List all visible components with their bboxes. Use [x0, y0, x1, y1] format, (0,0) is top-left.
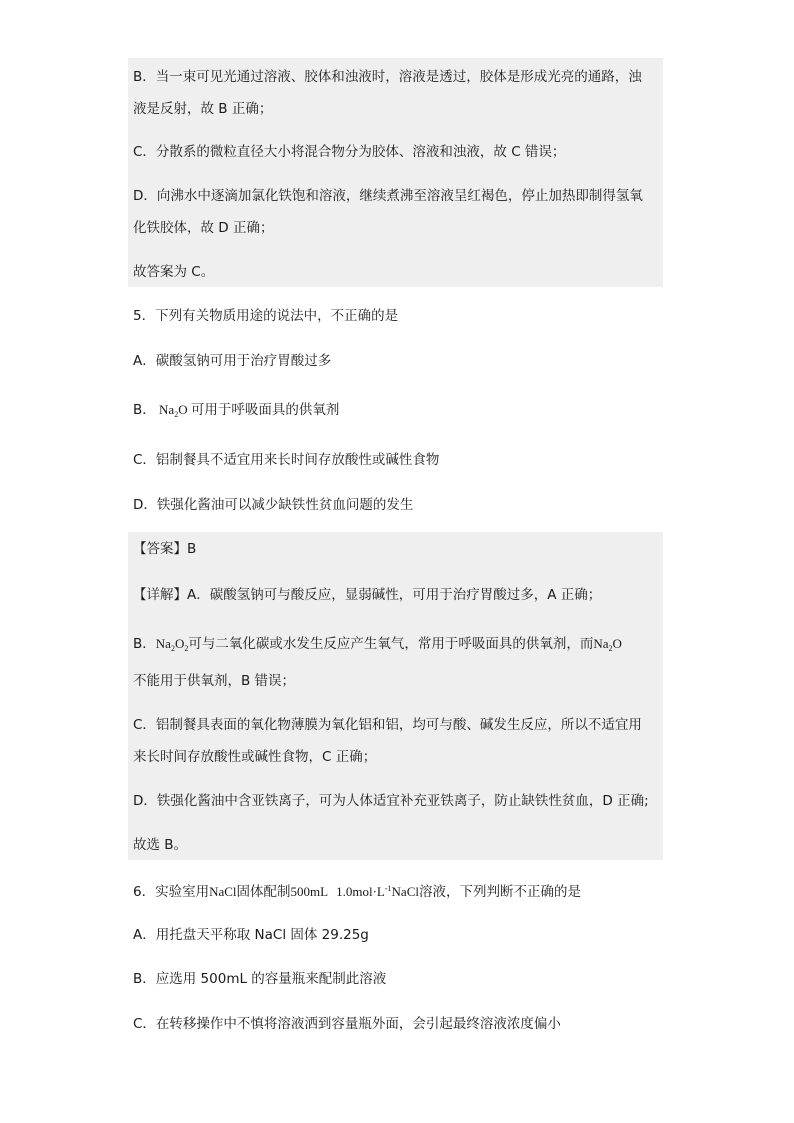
q5-option-b-text: 可用于呼吸面具的供氧剂: [190, 402, 340, 418]
q6-concentration: $1.0mol\cdot L^{-1}$: [336, 884, 392, 899]
q5-answer: [133, 539, 196, 559]
q5-option-b-prefix: B．: [133, 402, 156, 418]
prev-explanation-conclusion: 故答案为 C。: [133, 264, 215, 280]
prev-explanation-b-line1: B．当一束可见光通过溶液、胶体和浊液时，溶液是透过，胶体是形成光亮的通路，浊: [133, 69, 642, 85]
q6-option-c: C．在转移操作中不慎将溶液洒到容量瓶外面，会引起最终溶液浓度偏小: [133, 1016, 561, 1032]
q6-stem: [133, 879, 581, 902]
q6-volume: 500mL: [290, 884, 329, 899]
q5-option-c: C．铝制餐具不适宜用来长时间存放酸性或碱性食物: [133, 452, 440, 468]
q5-option-b: [133, 400, 339, 425]
prev-explanation-d-line2: 化铁胶体，故 D 正确；: [133, 220, 274, 236]
nacl-formula-2: NaCl: [391, 884, 419, 899]
nacl-formula: NaCl: [209, 884, 237, 899]
prev-explanation-c: C．分散系的微粒直径大小将混合物分为胶体、溶液和浊液，故 C 错误；: [133, 144, 566, 160]
q5-option-a: A．碳酸氢钠可用于治疗胃酸过多: [133, 353, 332, 369]
na2o-formula-2: $Na_2O$: [593, 636, 622, 653]
explanation-shade-prev: [128, 58, 663, 287]
q6-option-a: A．用托盘天平称取 NaCl 固体 29.25g: [133, 927, 369, 943]
detail-b-text: 可与二氧化碳或水发生反应产生氧气，常用于呼吸面具的供氧剂，而: [188, 636, 594, 652]
prev-explanation-d-line1: D．向沸水中逐滴加氯化铁饱和溶液，继续煮沸至溶液呈红褐色，停止加热即制得氢氧: [133, 188, 643, 204]
answer-value: B: [187, 541, 197, 557]
q5-detail-d: D．铁强化酱油中含亚铁离子，可为人体适宜补充亚铁离子，防止缺铁性贫血，D 正确;: [133, 793, 649, 809]
q5-detail-b-line1: [133, 634, 622, 659]
q5-stem: 5．下列有关物质用途的说法中，不正确的是: [133, 308, 399, 324]
detail-b-prefix: B．: [133, 636, 156, 652]
prev-explanation-b-line2: 液是反射，故 B 正确；: [133, 101, 273, 117]
q5-detail-c-line1: C．铝制餐具表面的氧化物薄膜为氧化铝和铝，均可与酸、碱发生反应，所以不适宜用: [133, 717, 642, 733]
q5-detail-c-line2: 来长时间存放酸性或碱性食物，C 正确；: [133, 749, 377, 765]
q6-stem-mid: 固体配制: [236, 884, 291, 900]
q5-conclusion: 故选 B。: [133, 837, 188, 853]
q5-detail-a: [133, 585, 601, 605]
na2o2-formula: $Na_2O_2$: [155, 636, 189, 653]
q5-option-d: D．铁强化酱油可以减少缺铁性贫血问题的发生: [133, 497, 414, 513]
na2o-formula: $Na_2O$: [159, 402, 188, 419]
q6-option-b: B．应选用 500mL 的容量瓶来配制此溶液: [133, 971, 387, 987]
detail-a-text: A．碳酸氢钠可与酸反应，显弱碱性，可用于治疗胃酸过多，A 正确；: [187, 587, 602, 603]
q6-stem-prefix: 6．实验室用: [133, 884, 210, 900]
q5-detail-b-line2: 不能用于供氧剂，B 错误；: [133, 673, 296, 689]
q6-stem-suffix: 溶液，下列判断不正确的是: [418, 884, 581, 900]
answer-label: 【答案】: [133, 541, 187, 557]
detail-label: 【详解】: [133, 587, 187, 603]
